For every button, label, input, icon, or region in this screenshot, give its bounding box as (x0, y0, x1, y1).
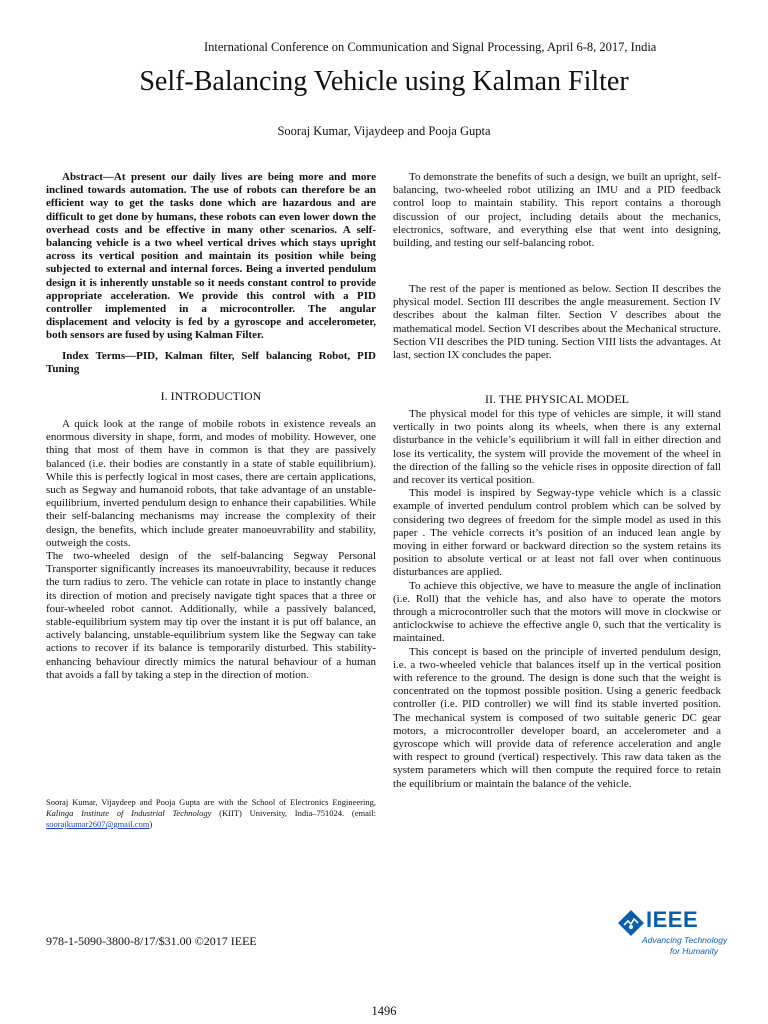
footnote-email-link[interactable]: soorajkumar2607@gmail.com (46, 819, 150, 829)
abstract (46, 171, 376, 343)
page-number: 1496 (371, 1004, 397, 1018)
copyright-notice: 978-1-5090-3800-8/17/$31.00 ©2017 IEEE (46, 934, 257, 948)
physical-model-paragraph-1: The physical model for this type of vehicles are simple, it will stand vertically in two points along its wheels, when there is any external disturbance in the vehicle’s equilibrium it will fall in either direction and lose its verticality, the system will provide the movement of the wheel in the direction of the falling so the vehicle rises in opposite direction of fall and recover its vertical position. (393, 408, 721, 487)
paper-title: Self-Balancing Vehicle using Kalman Filter (139, 66, 629, 97)
ieee-diamond-icon (618, 910, 644, 936)
physical-model-paragraph-3: To achieve this objective, we have to measure the angle of inclination (i.e. Roll) that the vehicle has, and also have to operate the motors through a microcontroller such that the motors will move in clockwise or anticlockwise to achieve the effective angle 0, such that the verticality is maintained. (393, 579, 721, 645)
physical-model-paragraph-2: This model is inspired by Segway-type vehicle which is a classic example of inverted pendulum control problem which can be solved by considering two degrees of freedom for the simple model as used in this paper . The vehicle corrects it’s position of an induced lean angle by moving in either forward or backward direction so the system retains its position to absolute vertical or at least not fall over when continuous disturbances are applied. (393, 487, 721, 579)
physical-model-paragraph-4: This concept is based on the principle of inverted pendulum design, i.e. a two-wheeled vehicle that balances itself up in the vertical position with reference to the ground. The design is done such that the weight is concentrated on the topmost possible position. Using a generic feedback controller (i.e. PID controller) we will find its stable inverted position. The mechanical system is composed of two suitable generic DC gear motors, a microcontroller developer board, an accelerometer and a gyroscope which will provide data of reference acceleration and angle with respect to ground (vertical) respectively. This raw data taken as the system parameters which will then compute the required force to retain the equilibrium or maintain the balance of the vehicle. (393, 645, 721, 790)
paper-authors: Sooraj Kumar, Vijaydeep and Pooja Gupta (277, 124, 491, 138)
author-footnote (46, 797, 376, 830)
physical-model-body (393, 408, 721, 791)
conference-header: International Conference on Communication and Signal Processing, April 6-8, 2017, India (204, 40, 657, 54)
ieee-logo-word: IEEE (646, 907, 699, 932)
footnote-part3: ) (149, 819, 153, 829)
right-intro-paragraph-2: The rest of the paper is mentioned as below. Section II describes the physical model. Section III describes the angle measurement. Section IV describes about the kalman filter. Section V describes about the mathematical model. Section VI describes about the Mechanical structure. Section VII describes the PID tuning. Section VIII lists the advantages. At last, section IX concludes the paper. (393, 283, 721, 362)
intro-paragraph-1: A quick look at the range of mobile robots in existence reveals an enormous diversity in shape, form, and modes of mobility. However, one thing that most of them have in common is that they are passively balanced (i.e. their bodies are constantly in a state of stable equilibrium). While this is perfectly logical in most cases, there are certain applications, such as Segway and humanoid robots, that take advantage of an unstable-equilibrium, inverted pendulum design to enhance their capabilities. While their self-balancing mechanisms may increase the complexity of their design, the benefits, which include greater manoeuvrability and stability, outweigh the costs. (46, 418, 376, 549)
introduction-body (46, 418, 376, 682)
index-terms (46, 350, 376, 376)
abstract-text: Abstract—At present our daily lives are being more and more inclined towards automation. The use of robots can therefore be an efficient way to get the tasks done which are hazardous and are difficult to get done by humans, these robots can even lower down the overhead costs and be effective in many other scenarios. A self-balancing vehicle is a two wheel vertical drives which stays upright across its vertical position and maintain its position while being subjected to external and internal forces. Being a inverted pendulum design it is inherently unstable so it needs constant control to provide appropriate acceleration. We provide this control with a PID controller implemented in a microcontroller. The angular displacement and velocity is fed by a gyroscope and accelerometer, both sensors are fused by using Kalman Filter. (46, 171, 376, 342)
intro-paragraph-2: The two-wheeled design of the self-balancing Segway Personal Transporter significantly increases its manoeuvrability, because it reduces the turn radius to zero. The vehicle can rotate in place to instantly change its direction of motion and precisely navigate tight spaces that a three or four-wheeled robot cannot. Additionally, while a passively balanced, stable-equilibrium system may tip over the instant it is put off balance, an actively balancing, unstable-equilibrium system like the Segway can take actions to recover if its balance is temporarily disturbed. This stability-enhancing behaviour directly mimics the natural behaviour of a human that avoids a fall by taking a step in the direction of motion. (46, 550, 376, 681)
ieee-logo (612, 905, 728, 959)
ieee-tagline-2: for Humanity (670, 946, 719, 956)
right-intro-paragraph-2-block (393, 283, 721, 362)
footnote-part1: Sooraj Kumar, Vijaydeep and Pooja Gupta are with the School of Electronics Engineering, (46, 797, 376, 807)
index-terms-text: Index Terms—PID, Kalman filter, Self balancing Robot, PID Tuning (46, 350, 376, 376)
section-heading-introduction: I. INTRODUCTION (160, 389, 262, 403)
right-intro-paragraph-1-block (393, 171, 721, 250)
footnote-institute: Kalinga Institute of Industrial Technology (46, 808, 212, 818)
ieee-tagline-1: Advancing Technology (642, 935, 728, 945)
right-intro-paragraph-1: To demonstrate the benefits of such a design, we built an upright, self-balancing, two-wheeled robot utilizing an IMU and a PID feedback control loop to maintain stability. This report contains a thorough discussion of our project, including details about the mechanics, electronics, software, and everything else that went into designing, building, and testing our self-balancing robot. (393, 171, 721, 250)
section-heading-physical-model: II. THE PHYSICAL MODEL (485, 392, 629, 406)
footnote-part2: (KIIT) University, India–751024. (email: (211, 808, 376, 818)
